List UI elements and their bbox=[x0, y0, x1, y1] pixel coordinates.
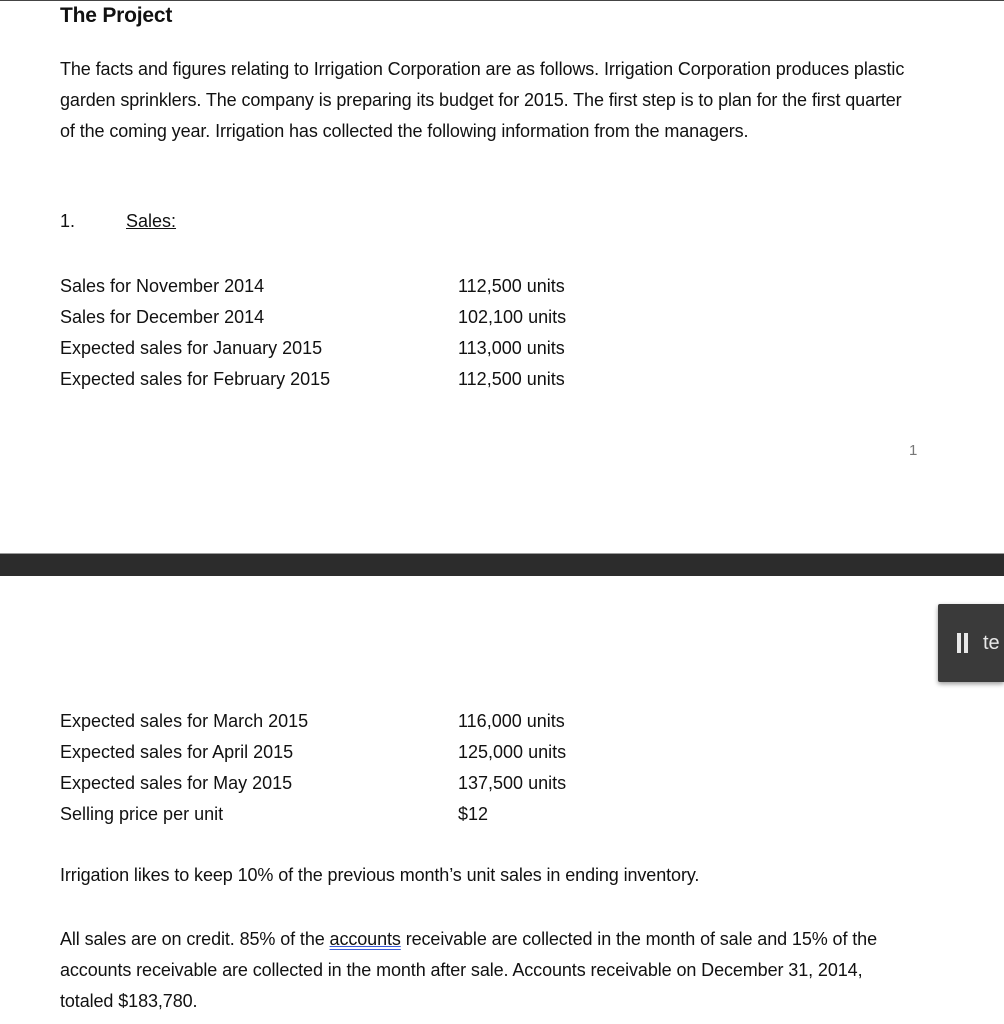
sales-row-value: 102,100 units bbox=[458, 307, 567, 327]
price-row-label: Selling price per unit bbox=[60, 804, 224, 824]
sales-row-label: Sales for December 2014 bbox=[60, 307, 265, 327]
inventory-paragraph: Irrigation likes to keep 10% of the previous month’s unit sales in ending inventory. bbox=[60, 865, 700, 885]
sales-row-value: 112,500 units bbox=[458, 276, 565, 296]
sales-row-label: Expected sales for May 2015 bbox=[60, 773, 293, 793]
sales-row bbox=[60, 768, 660, 799]
page-heading: The Project bbox=[60, 4, 173, 27]
sales-row-value: 112,500 units bbox=[458, 369, 565, 389]
sales-row-label: Expected sales for February 2015 bbox=[60, 369, 331, 389]
credit-paragraph bbox=[60, 924, 920, 1017]
sales-row-value: 113,000 units bbox=[458, 338, 565, 358]
sales-row bbox=[60, 737, 660, 768]
sales-row bbox=[60, 333, 660, 364]
sales-row bbox=[60, 302, 660, 333]
credit-text-after: receivable are collected in the month of sale and 15% of the accounts receivable are collected in the month after sale. Accounts receivable on December 31, 2014, totaled $183,780. bbox=[60, 929, 877, 1011]
sales-row-value: 116,000 units bbox=[458, 711, 565, 731]
credit-text-before: All sales are on credit. 85% of the bbox=[60, 929, 330, 949]
sales-row-value: 137,500 units bbox=[458, 773, 567, 793]
page-separator bbox=[0, 553, 1004, 576]
section-number: 1. bbox=[60, 211, 76, 231]
sales-row bbox=[60, 706, 660, 737]
floating-tab-button[interactable] bbox=[938, 604, 1004, 682]
sales-row-label: Expected sales for April 2015 bbox=[60, 742, 294, 762]
sales-row bbox=[60, 364, 660, 395]
sales-row-label: Expected sales for March 2015 bbox=[60, 711, 309, 731]
page-number: 1 bbox=[909, 442, 918, 459]
sales-row bbox=[60, 271, 660, 302]
sales-row-value: 125,000 units bbox=[458, 742, 567, 762]
section-title: Sales: bbox=[126, 211, 177, 231]
sales-row-label: Expected sales for January 2015 bbox=[60, 338, 323, 358]
sales-row-label: Sales for November 2014 bbox=[60, 276, 265, 296]
price-row bbox=[60, 799, 660, 830]
price-row-value: $12 bbox=[458, 804, 489, 824]
intro-paragraph: The facts and figures relating to Irrigation Corporation are as follows. Irrigation Corporation produces plastic garden sprinklers. The company is preparing its budget for 2015. The first step is to plan for the first quarter of the coming year. Irrigation has collected the following information from the managers. bbox=[60, 59, 905, 141]
floating-tab-text: te bbox=[983, 632, 1000, 654]
pause-icon bbox=[957, 633, 969, 653]
flagged-word[interactable]: accounts bbox=[329, 929, 401, 949]
